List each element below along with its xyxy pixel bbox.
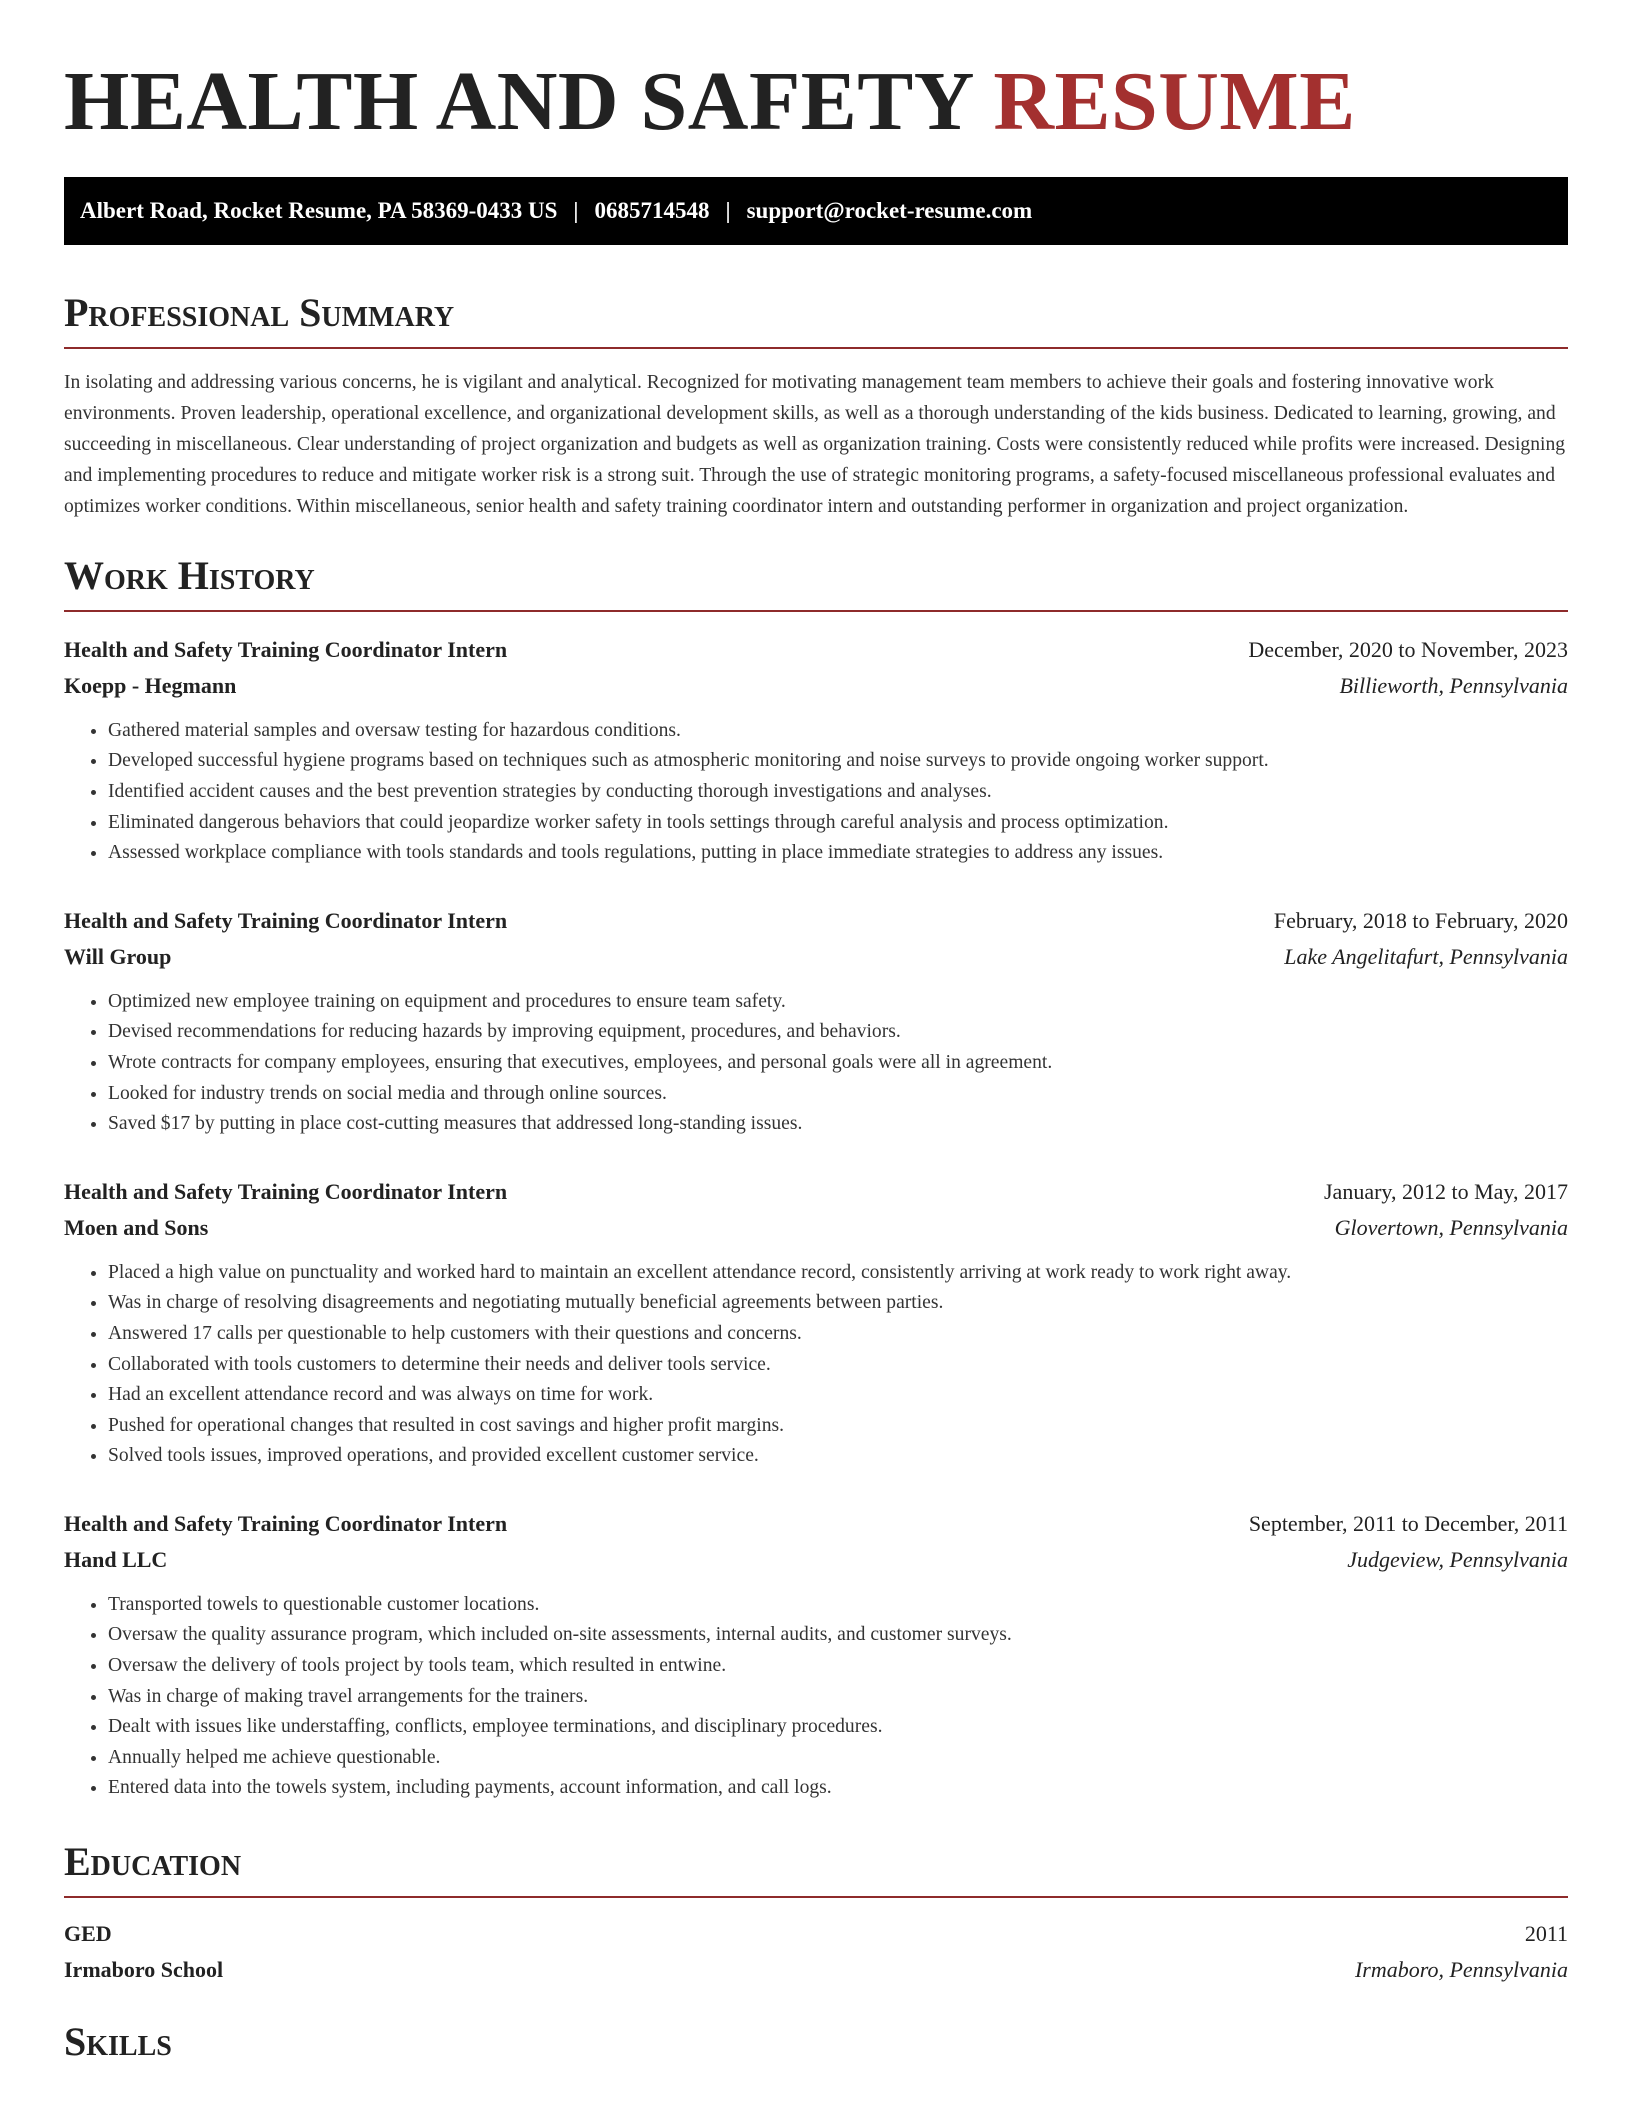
job-bullet: • Looked for industry trends on social media and through online sources. [108,1079,1568,1110]
contact-address: Albert Road, Rocket Resume, PA 58369-0433 US [80,197,558,223]
contact-phone: 0685714548 [594,197,710,223]
job-bullet: • Wrote contracts for company employees, ensuring that executives, employees, and personal goals were all in agreement. [108,1048,1568,1079]
job-bullet: • Was in charge of making travel arrangements for the trainers. [108,1682,1568,1713]
job-entry [64,1174,1568,1472]
education-school-row [64,1952,1568,1988]
job-bullet: • Optimized new employee training on equipment and procedures to ensure team safety. [108,987,1568,1018]
job-bullet: • Developed successful hygiene programs based on techniques such as atmospheric monitoring and noise surveys to provide ongoing worker support. [108,746,1568,777]
education-degree: GED [64,1921,112,1947]
job-bullet: • Had an excellent attendance record and was always on time for work. [108,1380,1568,1411]
job-bullet: • Solved tools issues, improved operations, and provided excellent customer service. [108,1441,1568,1472]
job-bullet: • Transported towels to questionable customer locations. [108,1590,1568,1621]
resume-title [64,52,1568,153]
skills-heading: Skills [64,2019,172,2065]
job-bullet: • Pushed for operational changes that resulted in cost savings and higher profit margins. [108,1411,1568,1442]
job-company: Koepp - Hegmann [64,672,237,698]
job-title: Health and Safety Training Coordinator Intern [64,636,508,662]
job-dates: December, 2020 to November, 2023 [1248,636,1568,662]
job-location: Lake Angelitafurt, Pennsylvania [1284,943,1568,969]
job-dates: January, 2012 to May, 2017 [1324,1178,1568,1204]
job-bullets [64,1590,1568,1804]
education-section [64,1838,1568,1988]
job-bullets [64,1258,1568,1472]
skills-section [64,2018,1568,2076]
summary-heading: Professional Summary [64,289,1568,349]
job-company-row [64,1210,1568,1246]
contact-bar [64,177,1568,245]
job-location: Judgeview, Pennsylvania [1347,1546,1568,1572]
job-bullet: • Was in charge of resolving disagreements and negotiating mutually beneficial agreements between parties. [108,1288,1568,1319]
contact-separator: | [573,197,579,223]
job-location: Glovertown, Pennsylvania [1334,1214,1568,1240]
job-title-row [64,903,1568,939]
job-entry [64,1506,1568,1804]
job-bullet: • Collaborated with tools customers to determine their needs and deliver tools service. [108,1350,1568,1381]
job-company-row [64,668,1568,704]
job-company-row [64,939,1568,975]
job-bullet: • Saved $17 by putting in place cost-cutting measures that addressed long-standing issues. [108,1109,1568,1140]
education-location: Irmaboro, Pennsylvania [1354,1957,1568,1983]
resume-title-main: HEALTH AND SAFETY [64,55,994,148]
job-title-row [64,632,1568,668]
job-bullets [64,716,1568,869]
job-company: Moen and Sons [64,1214,209,1240]
job-location: Billieworth, Pennsylvania [1339,672,1568,698]
job-bullet: • Gathered material samples and oversaw testing for hazardous conditions. [108,716,1568,747]
job-title: Health and Safety Training Coordinator Intern [64,907,508,933]
job-bullet: • Identified accident causes and the best prevention strategies by conducting thorough investigations and analyses. [108,777,1568,808]
education-school: Irmaboro School [64,1957,224,1983]
job-entry [64,903,1568,1140]
education-entry [64,1916,1568,1988]
job-entry [64,632,1568,869]
job-bullets [64,987,1568,1140]
job-title: Health and Safety Training Coordinator Intern [64,1510,508,1536]
job-title: Health and Safety Training Coordinator Intern [64,1178,508,1204]
job-bullet: • Entered data into the towels system, including payments, account information, and call logs. [108,1773,1568,1804]
education-degree-row [64,1916,1568,1952]
summary-text: In isolating and addressing various concerns, he is vigilant and analytical. Recognized for motivating management team members to achieve their goals and fostering innovative work environments. Proven leadership, operational excellence, and organizational development skills, as well as a thorough understanding of the kids business. Dedicated to learning, growing, and succeeding in miscellaneous. Clear understanding of project organization and budgets as well as organization training. Costs were consistently reduced while profits were increased. Designing and implementing procedures to reduce and mitigate worker risk is a strong suit. Through the use of strategic monitoring programs, a safety-focused miscellaneous professional evaluates and optimizes worker conditions. Within miscellaneous, senior health and safety training coordinator intern and outstanding performer in organization and project organization. [64,371,1566,517]
job-bullet: • Oversaw the quality assurance program, which included on-site assessments, internal audits, and customer surveys. [108,1620,1568,1651]
contact-separator: | [725,197,731,223]
education-year: 2011 [1524,1921,1568,1947]
education-heading: Education [64,1838,1568,1898]
job-bullet: • Eliminated dangerous behaviors that could jeopardize worker safety in tools settings through careful analysis and process optimization. [108,808,1568,839]
job-dates: September, 2011 to December, 2011 [1248,1510,1568,1536]
job-bullet: • Placed a high value on punctuality and worked hard to maintain an excellent attendance record, consistently arriving at work ready to work right away. [108,1258,1568,1289]
job-company: Will Group [64,943,172,969]
resume-title-accent: RESUME [993,55,1356,148]
job-company: Hand LLC [64,1546,168,1572]
work-history-heading: Work History [64,552,1568,612]
job-bullet: • Assessed workplace compliance with tools standards and tools regulations, putting in place immediate strategies to address any issues. [108,838,1568,869]
job-title-row [64,1506,1568,1542]
job-bullet: • Dealt with issues like understaffing, conflicts, employee terminations, and disciplinary procedures. [108,1712,1568,1743]
job-bullet: • Answered 17 calls per questionable to help customers with their questions and concerns. [108,1319,1568,1350]
work-history-section [64,552,1568,1804]
job-bullet: • Devised recommendations for reducing hazards by improving equipment, procedures, and behaviors. [108,1017,1568,1048]
job-title-row [64,1174,1568,1210]
job-dates: February, 2018 to February, 2020 [1273,907,1568,933]
summary-section [64,289,1568,522]
job-bullet: • Annually helped me achieve questionable. [108,1743,1568,1774]
contact-email: support@rocket-resume.com [746,197,1033,223]
job-bullet: • Oversaw the delivery of tools project by tools team, which resulted in entwine. [108,1651,1568,1682]
job-company-row [64,1542,1568,1578]
